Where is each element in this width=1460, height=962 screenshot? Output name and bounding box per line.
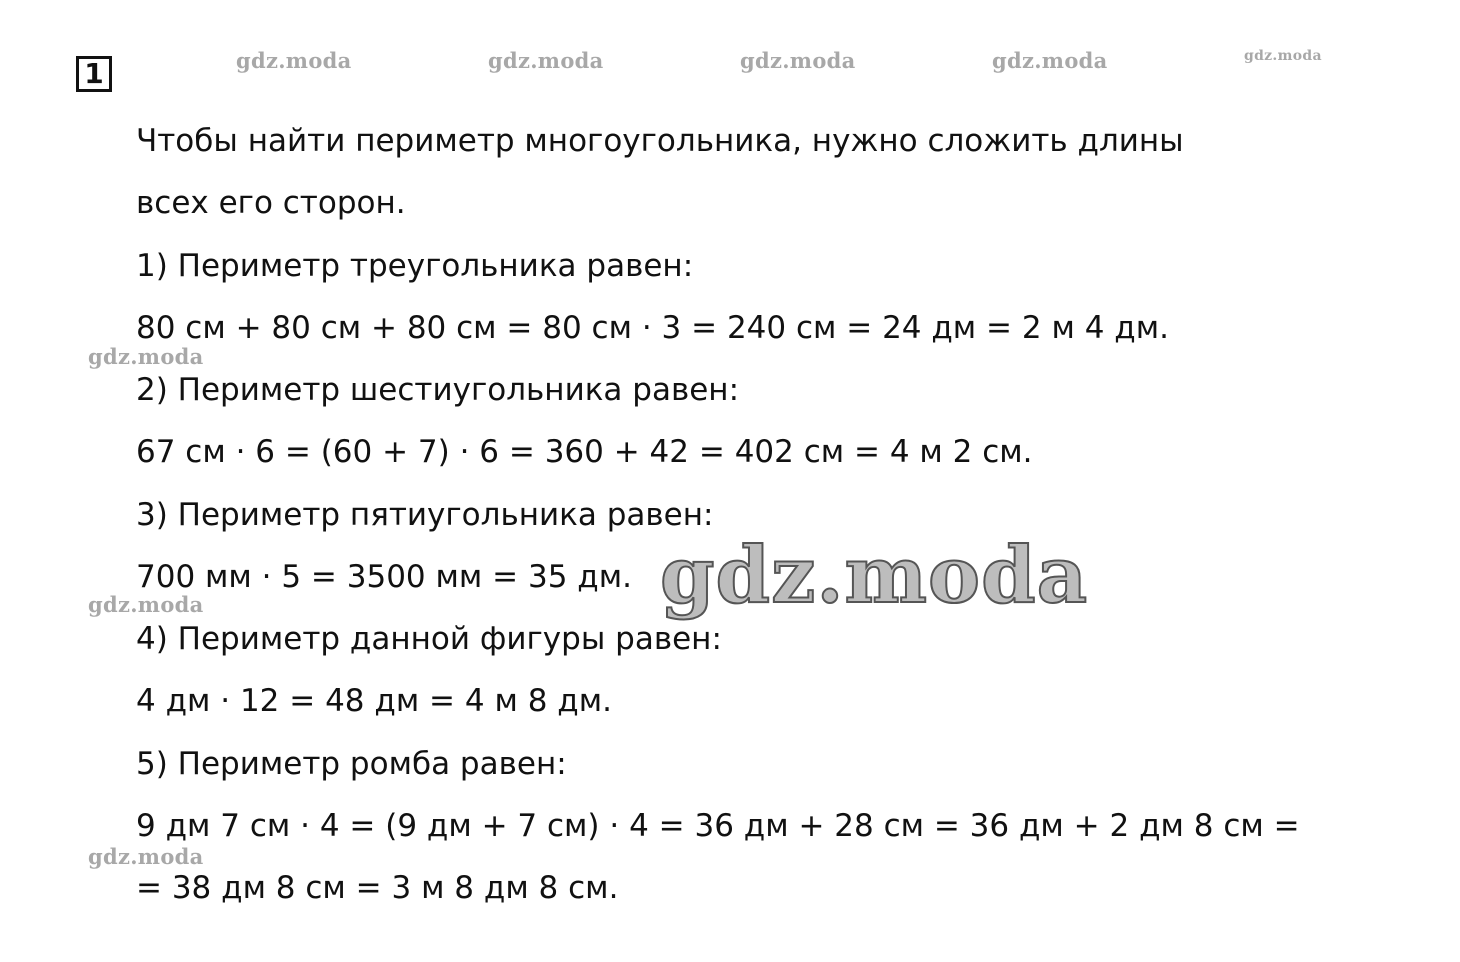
item-5-calculation-line-1: 9 дм 7 см · 4 = (9 дм + 7 см) · 4 = 36 дм + 28 см = 36 дм + 2 дм 8 см = [136,808,1300,844]
item-4-calculation: 4 дм · 12 = 48 дм = 4 м 8 дм. [136,683,612,719]
item-3-calculation: 700 мм · 5 = 3500 мм = 35 дм. [136,559,632,595]
watermark-top-2: gdz.moda [488,48,604,73]
item-2-calculation: 67 см · 6 = (60 + 7) · 6 = 360 + 42 = 402 см = 4 м 2 см. [136,434,1033,470]
watermark-top-1: gdz.moda [236,48,352,73]
item-5-calculation-line-2: = 38 дм 8 см = 3 м 8 дм 8 см. [136,870,619,906]
watermark-left-1: gdz.moda [88,344,204,369]
item-4-heading: 4) Периметр данной фигуры равен: [136,621,722,657]
watermark-big: gdz.moda [660,530,1089,621]
task-number-badge: 1 [76,56,112,92]
watermark-top-3: gdz.moda [740,48,856,73]
item-2-heading: 2) Периметр шестиугольника равен: [136,372,740,408]
watermark-left-2: gdz.moda [88,592,204,617]
intro-line-1: Чтобы найти периметр многоугольника, нужно сложить длины [136,123,1184,159]
item-5-heading: 5) Периметр ромба равен: [136,746,567,782]
watermark-top-5: gdz.moda [1244,48,1322,64]
watermark-top-4: gdz.moda [992,48,1108,73]
item-1-calculation: 80 см + 80 см + 80 см = 80 см · 3 = 240 см = 24 дм = 2 м 4 дм. [136,310,1169,346]
item-3-heading: 3) Периметр пятиугольника равен: [136,497,714,533]
item-1-heading: 1) Периметр треугольника равен: [136,248,694,284]
watermark-left-3: gdz.moda [88,844,204,869]
intro-line-2: всех его сторон. [136,185,406,221]
